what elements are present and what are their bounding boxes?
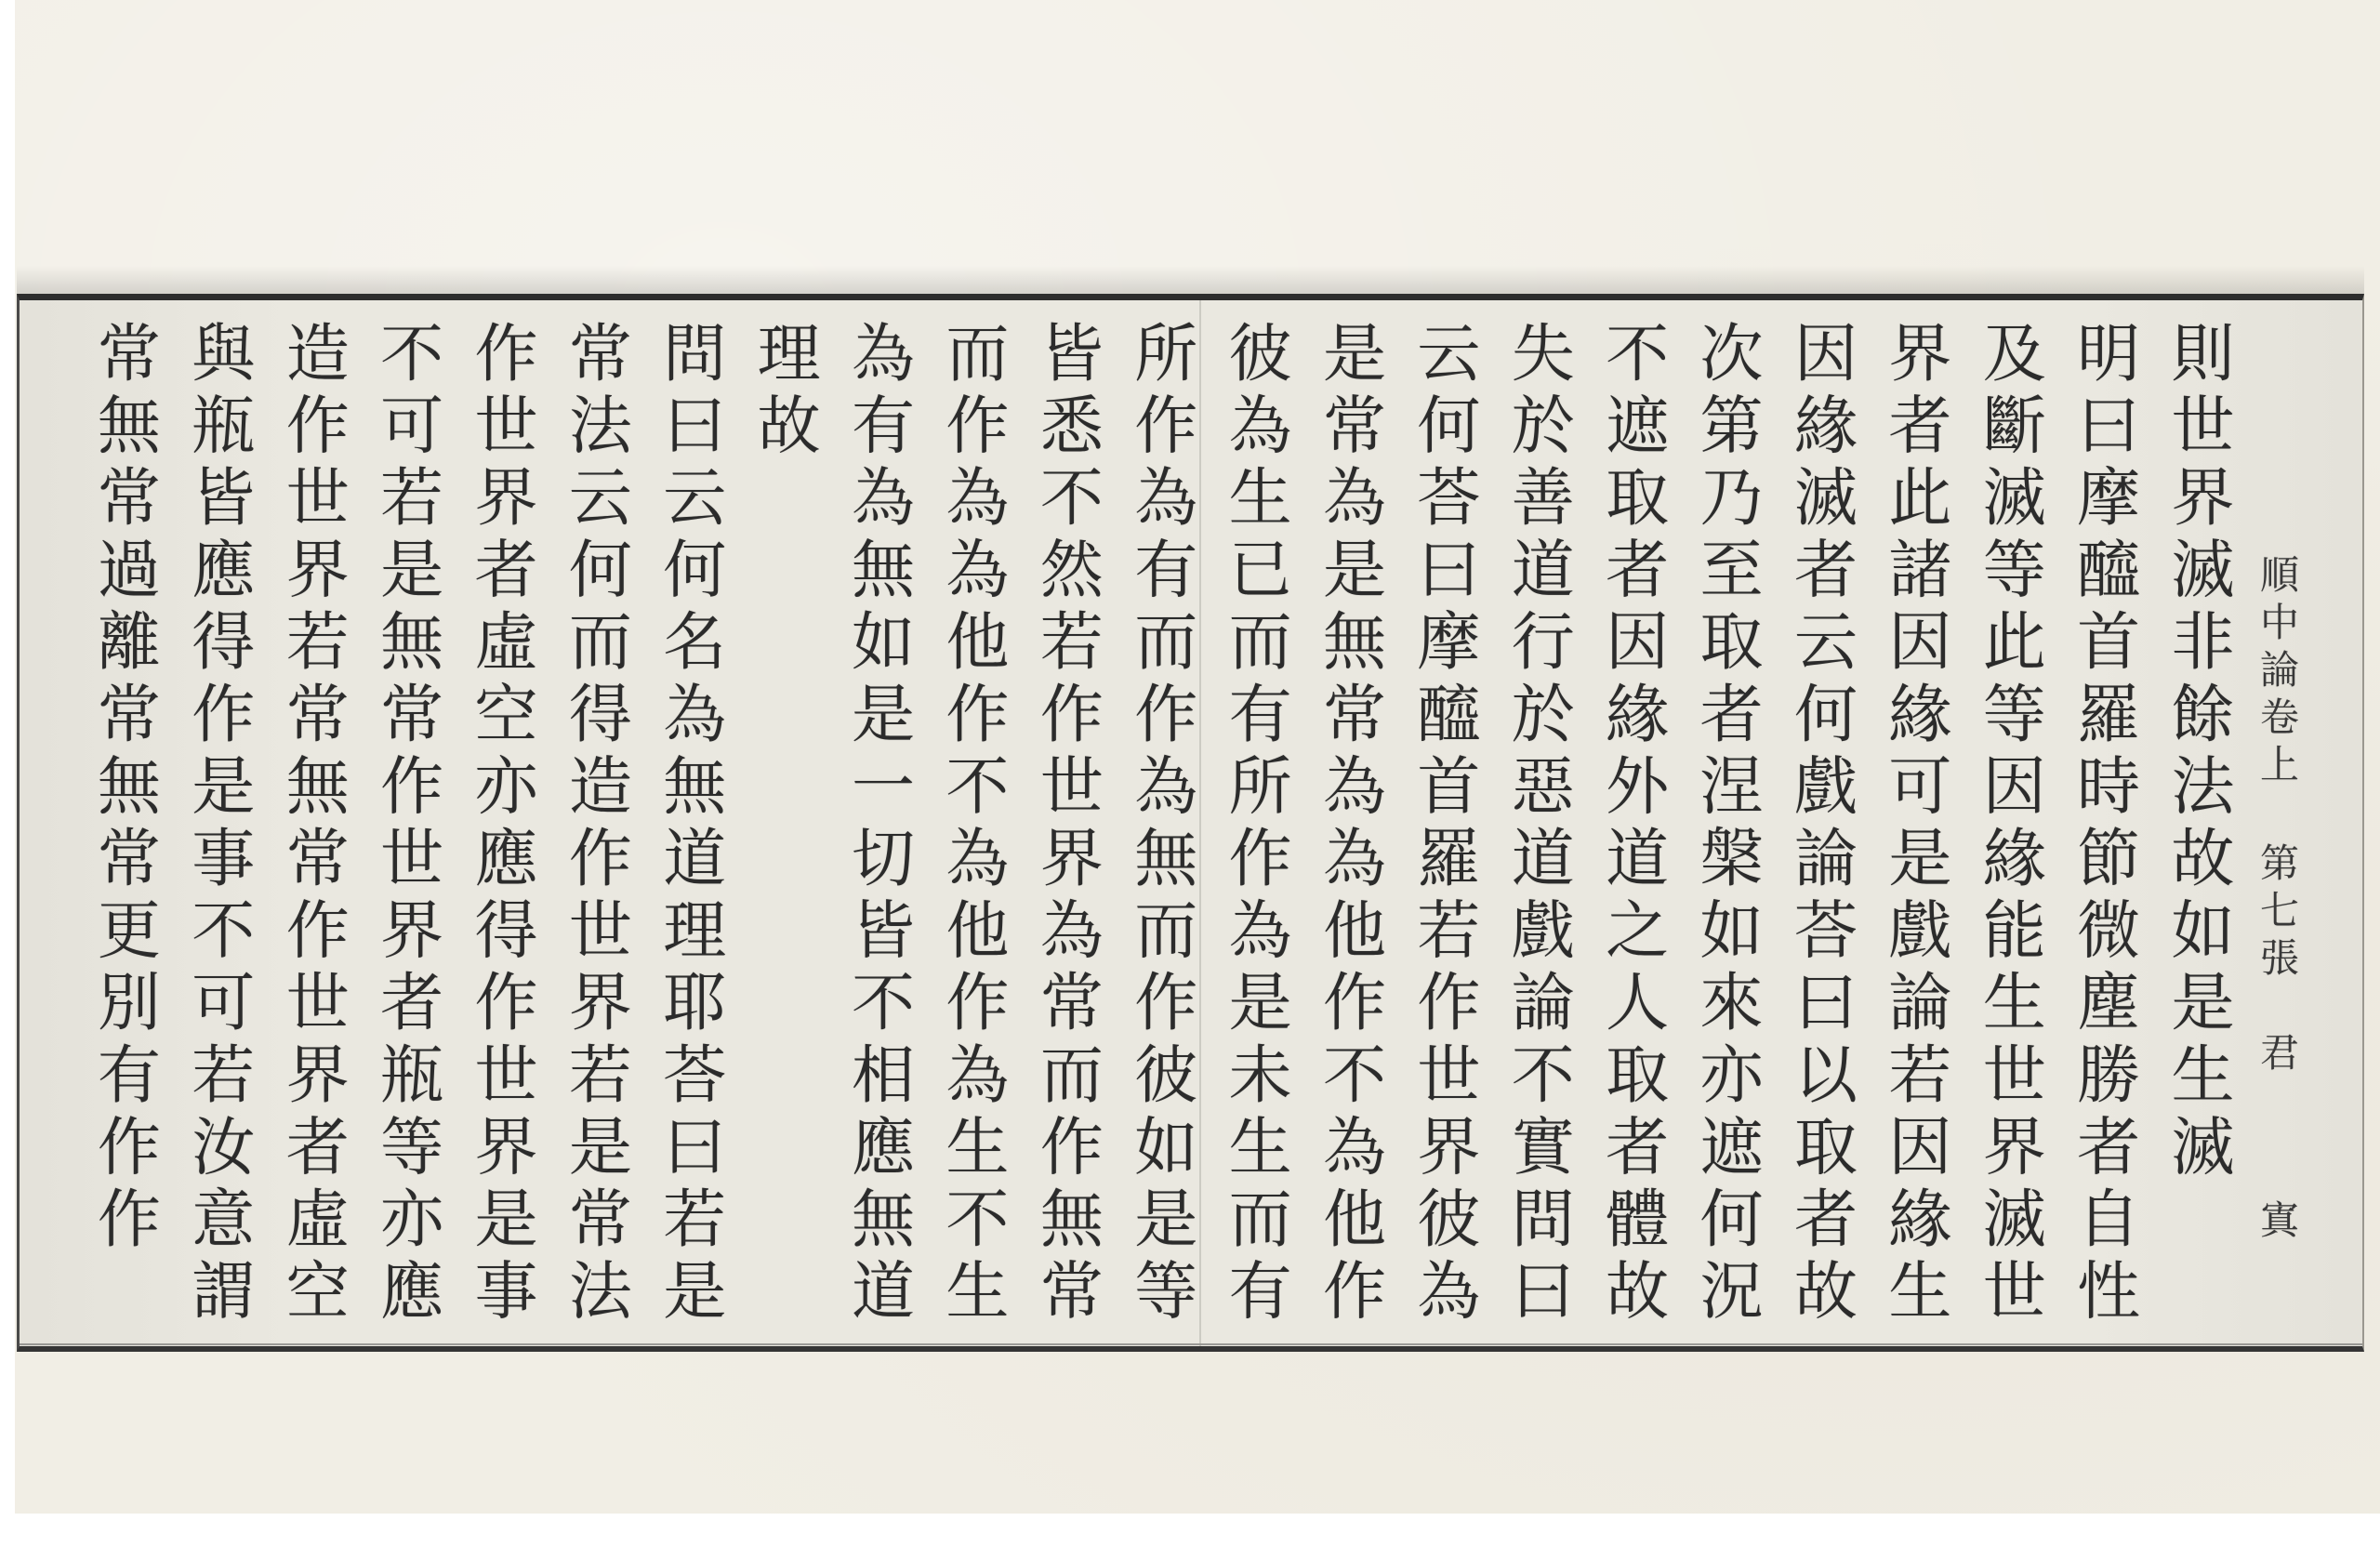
text-column: 常無常過離常無常更別有作作 (86, 320, 161, 1258)
margin-page-number: 第七張 (2254, 842, 2300, 985)
text-column: 為有為無如是一切皆不相應無道 (840, 320, 915, 1330)
text-column: 次第乃至取者涅槃如來亦遮何況 (1689, 320, 1764, 1330)
text-column: 失於善道行於惡道戲論不實問曰 (1501, 320, 1575, 1330)
text-column: 與瓶皆應得作是事不可若汝意謂 (180, 320, 255, 1330)
margin-carver-name: 寘 (2254, 1199, 2300, 1247)
text-column: 云何荅曰摩醯首羅若作世界彼為 (1406, 320, 1480, 1330)
text-column: 作世界者虛空亦應得作世界是事 (463, 320, 537, 1330)
text-column: 不可若是無常作世界者瓶等亦應 (369, 320, 443, 1330)
text-column: 常法云何而得造作世界若是常法 (558, 320, 632, 1330)
text-column: 是常為是無常為為他作不為他作 (1312, 320, 1386, 1330)
text-column: 造作世界若常無常作世界者虛空 (275, 320, 350, 1330)
text-column: 彼為生已而有所作為是未生而有 (1218, 320, 1292, 1330)
text-column: 所作為有而作為無而作彼如是等 (1123, 320, 1197, 1330)
text-column: 明曰摩醯首羅時節微塵勝者自性 (2066, 320, 2140, 1330)
text-column: 因緣滅者云何戲論荅曰以取者故 (1783, 320, 1858, 1330)
text-column: 理故 (747, 320, 821, 465)
text-column: 問曰云何名為無道理耶荅曰若是 (652, 320, 726, 1330)
frame-top-ink-smudge (17, 266, 2364, 296)
frame-bottom-inner-rule (20, 1343, 2362, 1345)
text-column: 則世界滅非餘法故如是生滅 (2161, 320, 2234, 1186)
text-column: 及斷滅等此等因緣能生世界滅世 (1972, 320, 2046, 1330)
margin-mark: 君 (2254, 1032, 2300, 1079)
margin-title: 順中論卷上 (2254, 554, 2300, 791)
text-column: 皆悉不然若作世界為常而作無常 (1029, 320, 1104, 1330)
text-column: 而作為為他作不為他作為生不生 (934, 320, 1009, 1330)
text-body (86, 320, 2234, 1330)
text-column: 界者此諸因緣可是戲論若因緣生 (1877, 320, 1951, 1330)
text-column: 不遮取者因緣外道之人取者體故 (1594, 320, 1669, 1330)
